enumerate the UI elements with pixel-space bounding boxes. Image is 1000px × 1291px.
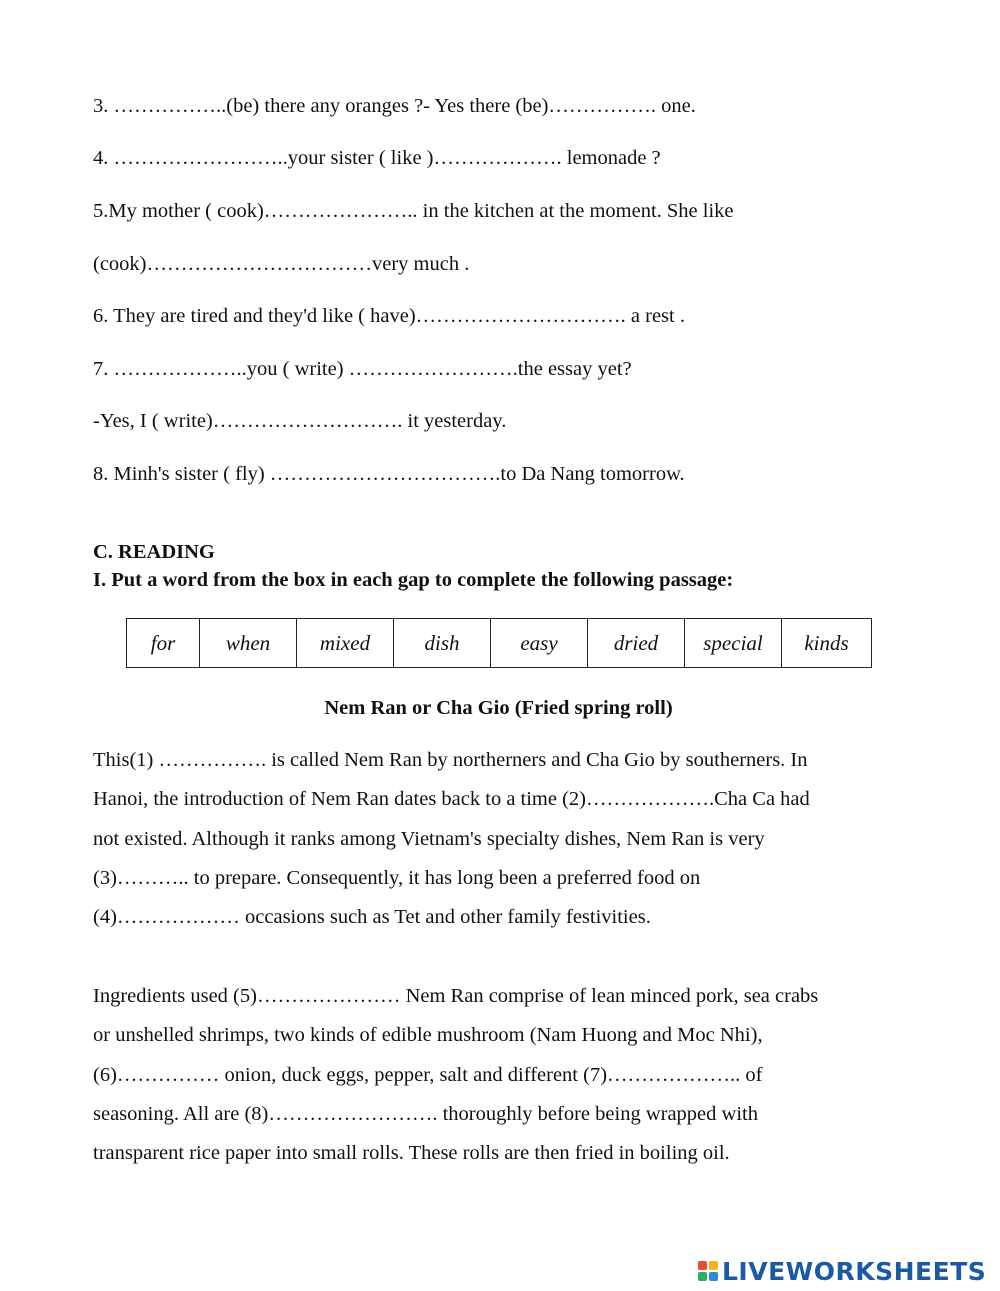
logo-text: LIVEWORKSHEETS xyxy=(722,1256,987,1286)
exercise-line-7a: 7. ………………..you ( write) …………………….the essay yet? xyxy=(93,358,632,380)
word-box-cell: dried xyxy=(588,619,685,668)
paragraph1-line: Hanoi, the introduction of Nem Ran dates back to a time (2)……………….Cha Ca had xyxy=(93,788,810,810)
paragraph1-line: not existed. Although it ranks among Vietnam's specialty dishes, Nem Ran is very xyxy=(93,828,765,850)
passage-title: Nem Ran or Cha Gio (Fried spring roll) xyxy=(324,697,673,719)
word-box xyxy=(126,618,872,668)
word-box-cell: when xyxy=(200,619,297,668)
section-heading: C. READING xyxy=(93,541,215,563)
paragraph2-line: Ingredients used (5)………………… Nem Ran comprise of lean minced pork, sea crabs xyxy=(93,985,819,1007)
word-box-row xyxy=(127,619,872,668)
liveworksheets-logo xyxy=(698,1254,986,1288)
paragraph1-line: (3)……….. to prepare. Consequently, it has long been a preferred food on xyxy=(93,867,701,889)
word-box-cell: kinds xyxy=(782,619,872,668)
exercise-line-4: 4. ……………………..your sister ( like )………………. lemonade ? xyxy=(93,147,661,169)
paragraph1-line: (4)……………… occasions such as Tet and other family festivities. xyxy=(93,906,651,928)
paragraph2-line: or unshelled shrimps, two kinds of edible mushroom (Nam Huong and Moc Nhi), xyxy=(93,1024,763,1046)
exercise-line-8: 8. Minh's sister ( fly) …………………………….to Da Nang tomorrow. xyxy=(93,463,685,485)
logo-square xyxy=(698,1261,707,1270)
exercise-line-7b: -Yes, I ( write)………………………. it yesterday. xyxy=(93,410,507,432)
paragraph1-line: This(1) ……………. is called Nem Ran by northerners and Cha Gio by southerners. In xyxy=(93,749,808,771)
exercise-line-5b: (cook)……………………………very much . xyxy=(93,253,470,275)
task-instruction: I. Put a word from the box in each gap to complete the following passage: xyxy=(93,569,734,591)
word-box-cell: easy xyxy=(491,619,588,668)
logo-square xyxy=(709,1261,718,1270)
logo-square xyxy=(709,1272,718,1281)
exercise-line-6: 6. They are tired and they'd like ( have)…………………………. a rest . xyxy=(93,305,685,327)
logo-square xyxy=(698,1272,707,1281)
word-box-cell: mixed xyxy=(297,619,394,668)
liveworksheets-logo-icon xyxy=(698,1261,718,1281)
exercise-line-3: 3. ……………..(be) there any oranges ?- Yes there (be)……………. one. xyxy=(93,95,696,117)
paragraph2-line: transparent rice paper into small rolls. These rolls are then fried in boiling oil. xyxy=(93,1142,730,1164)
paragraph2-line: (6)…………… onion, duck eggs, pepper, salt and different (7)……………….. of xyxy=(93,1064,763,1086)
word-box-cell: for xyxy=(127,619,200,668)
exercise-line-5a: 5.My mother ( cook)………………….. in the kitchen at the moment. She like xyxy=(93,200,734,222)
paragraph2-line: seasoning. All are (8)……………………. thoroughly before being wrapped with xyxy=(93,1103,758,1125)
word-box-cell: special xyxy=(685,619,782,668)
word-box-cell: dish xyxy=(394,619,491,668)
